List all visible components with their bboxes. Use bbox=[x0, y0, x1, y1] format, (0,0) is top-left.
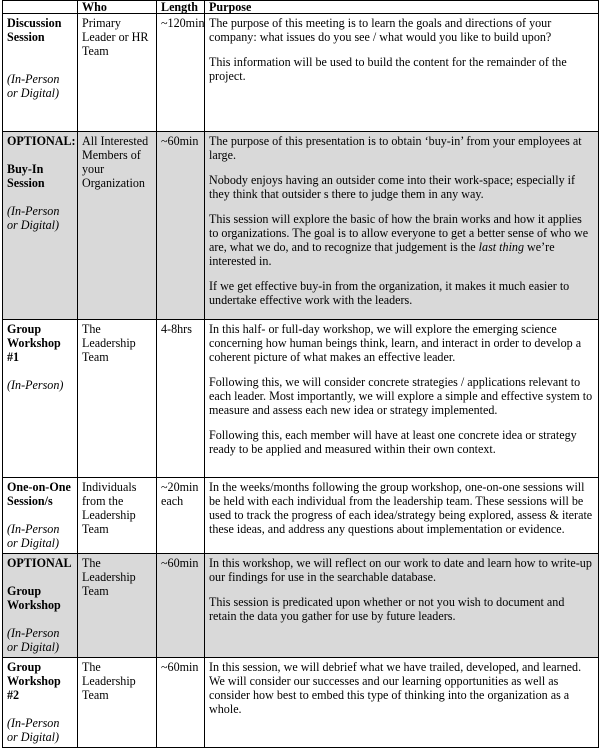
length-cell: 4-8hrs bbox=[157, 320, 205, 478]
length-cell: ~20min each bbox=[157, 478, 205, 554]
purpose-cell bbox=[205, 132, 599, 320]
session-delivery: (In-Person) bbox=[7, 378, 64, 392]
session-cell bbox=[3, 478, 78, 554]
session-delivery: (In-Person or Digital) bbox=[7, 626, 60, 654]
session-optional-label: OPTIONAL bbox=[7, 556, 72, 570]
purpose-paragraph: The purpose of this presentation is to obtain ‘buy-in’ from your employees at large. bbox=[209, 134, 582, 162]
purpose-paragraph: This session will explore the basic of how the brain works and how it applies to organizations. The goal is to allow everyone to get a better sense of who we are, what we do, and to recognize that judgement is the last thing we’re interested in. bbox=[209, 212, 589, 268]
session-title: Discussion Session bbox=[7, 16, 62, 44]
session-delivery: (In-Person or Digital) bbox=[7, 522, 60, 550]
purpose-paragraph: Following this, each member will have at least one concrete idea or strategy ready to be applied and measured within their own context. bbox=[209, 428, 577, 456]
purpose-paragraph: This information will be used to build the content for the remainder of the project. bbox=[209, 55, 567, 83]
who-cell: Primary Leader or HR Team bbox=[78, 14, 157, 132]
table-row bbox=[3, 320, 599, 478]
session-title: Group Workshop bbox=[7, 584, 61, 612]
purpose-cell bbox=[205, 478, 599, 554]
session-cell bbox=[3, 14, 78, 132]
engagement-schedule-table bbox=[2, 0, 599, 748]
session-cell bbox=[3, 658, 78, 748]
session-cell bbox=[3, 320, 78, 478]
session-title: Group Workshop #2 bbox=[7, 660, 61, 702]
table-row bbox=[3, 132, 599, 320]
length-cell: ~60min bbox=[157, 132, 205, 320]
who-cell: Individuals from the Leadership Team bbox=[78, 478, 157, 554]
purpose-paragraph: Following this, we will consider concrete strategies / applications relevant to each leader. Most importantly, we will explore a simple and effective system to measure and assess each new idea or strategy implemented. bbox=[209, 375, 593, 417]
session-title: Buy-In Session bbox=[7, 162, 45, 190]
length-cell: ~120min bbox=[157, 14, 205, 132]
who-cell: All Interested Members of your Organization bbox=[78, 132, 157, 320]
table-row bbox=[3, 658, 599, 748]
header-length: Length bbox=[157, 1, 205, 14]
who-cell: The Leadership Team bbox=[78, 554, 157, 658]
header-session bbox=[3, 1, 78, 14]
header-purpose: Purpose bbox=[205, 1, 599, 14]
header-row bbox=[3, 1, 599, 14]
purpose-paragraph: If we get effective buy-in from the organization, it makes it much easier to undertake effective work with the leaders. bbox=[209, 279, 570, 307]
purpose-paragraph: Nobody enjoys having an outsider come into their work-space; especially if they think that outsider s there to judge them in any way. bbox=[209, 173, 576, 201]
purpose-cell bbox=[205, 554, 599, 658]
purpose-cell bbox=[205, 320, 599, 478]
purpose-cell bbox=[205, 658, 599, 748]
purpose-paragraph: In the weeks/months following the group workshop, one-on-one sessions will be held with each individual from the leadership team. These sessions will be used to track the progress of each idea/strategy being explored, assess & iterate these ideas, and address any questions about implementation or evidence. bbox=[209, 480, 593, 536]
session-title: Group Workshop #1 bbox=[7, 322, 61, 364]
session-cell bbox=[3, 554, 78, 658]
session-cell bbox=[3, 132, 78, 320]
purpose-paragraph: The purpose of this meeting is to learn the goals and directions of your company: what issues do you see / what would you like to build upon? bbox=[209, 16, 552, 44]
purpose-cell bbox=[205, 14, 599, 132]
purpose-paragraph: In this half- or full-day workshop, we will explore the emerging science concerning how human beings think, learn, and interact in order to develop a coherent picture of what makes an effective leader. bbox=[209, 322, 582, 364]
session-delivery: (In-Person or Digital) bbox=[7, 204, 60, 232]
table-row bbox=[3, 478, 599, 554]
who-cell: The Leadership Team bbox=[78, 658, 157, 748]
purpose-paragraph: This session is predicated upon whether or not you wish to document and retain the data you gather for use by future leaders. bbox=[209, 595, 565, 623]
session-optional-label: OPTIONAL: bbox=[7, 134, 76, 148]
purpose-paragraph: In this workshop, we will reflect on our work to date and learn how to write-up our findings for use in the searchable database. bbox=[209, 556, 592, 584]
length-cell: ~60min bbox=[157, 554, 205, 658]
purpose-paragraph: In this session, we will debrief what we have trailed, developed, and learned. We will consider our successes and our learning opportunities as well as consider how best to embed this type of thinking into the organization as a whole. bbox=[209, 660, 582, 716]
length-cell: ~60min bbox=[157, 658, 205, 748]
session-delivery: (In-Person or Digital) bbox=[7, 72, 60, 100]
table-row bbox=[3, 554, 599, 658]
session-delivery: (In-Person or Digital) bbox=[7, 716, 60, 744]
who-cell: The Leadership Team bbox=[78, 320, 157, 478]
session-title: One-on-One Session/s bbox=[7, 480, 71, 508]
table-row bbox=[3, 14, 599, 132]
header-who: Who bbox=[78, 1, 157, 14]
